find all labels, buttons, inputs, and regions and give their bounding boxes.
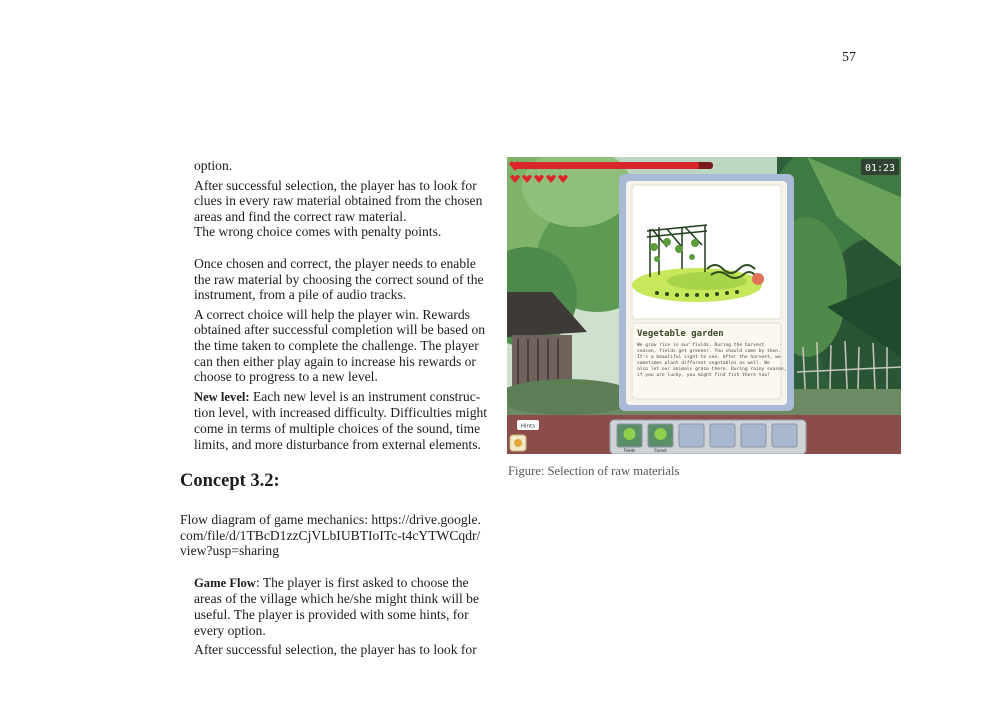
page-number: 57	[842, 50, 856, 65]
text-line: instrument, from a pile of audio tracks.	[194, 287, 407, 303]
paragraph-selection	[194, 178, 492, 240]
text-line: areas of the village which he/she might think will be	[194, 591, 480, 607]
text-line: the raw material by choosing the correct sound of the	[194, 271, 484, 287]
slot-label: Forest	[654, 448, 667, 453]
card-line: We grow rice in our fields. During the harvest	[637, 343, 765, 348]
text-line: : The player is first asked to choose the	[255, 574, 469, 590]
card-line: sometimes plant different vegetables as well. We	[637, 361, 770, 366]
text-line: tion level, with increased difficulty. Difficulties might	[194, 405, 488, 421]
timer-text: 01:23	[864, 163, 896, 174]
slot-item-icon	[655, 428, 667, 440]
card-line: if you are lucky, you might find fish there too!	[637, 373, 770, 378]
health-bar-fill	[513, 162, 699, 169]
slot-label: Fields	[623, 448, 636, 453]
text-line: the time taken to complete the challenge. The player	[194, 337, 479, 353]
text-line: clues in every raw material obtained from the chosen	[194, 193, 483, 209]
inventory-slot[interactable]	[710, 424, 735, 447]
figure-caption: Figure: Selection of raw materials	[508, 464, 680, 478]
slot-item-icon	[624, 428, 636, 440]
paragraph-last-line: After successful selection, the player has to look for	[194, 642, 477, 658]
text-line: Flow diagram of game mechanics: https://drive.google.	[180, 512, 481, 528]
inventory-slot[interactable]	[772, 424, 797, 447]
text-line: limits, and more disturbance from external elements.	[194, 436, 481, 452]
paragraph-game-flow	[194, 575, 492, 638]
card-title: Vegetable garden	[637, 329, 724, 339]
hints-label: Hints	[520, 423, 536, 430]
card-line: It's a beautiful sight to see. After the harvest, we	[637, 355, 781, 360]
text-line: areas and find the correct raw material.	[194, 208, 407, 224]
inventory-slot[interactable]	[741, 424, 766, 447]
paragraph-rewards	[194, 307, 492, 385]
pumpkin	[752, 273, 764, 285]
text-line: The wrong choice comes with penalty points.	[194, 224, 442, 240]
text-line: com/file/d/1TBcD1zzCjVLbIUBTIoITc-t4cYTWCqdr/	[180, 527, 481, 543]
paragraph-flow-diagram	[180, 512, 492, 559]
card-line: also let our animals graze there. During rainy season,	[637, 367, 787, 372]
text-line: choose to progress to a new level.	[194, 369, 378, 385]
text-line: every option.	[194, 622, 266, 638]
game-screenshot-figure	[507, 157, 901, 454]
text-line: can then either play again to increase his rewards or	[194, 353, 476, 369]
text-line: Each new level is an instrument construc-	[249, 388, 481, 404]
inventory-slot[interactable]	[679, 424, 704, 447]
text-line: come in terms of multiple choices of the sound, time	[194, 420, 481, 436]
hint-bulb-icon	[514, 439, 522, 447]
text-line: A correct choice will help the player win. Rewards	[194, 306, 470, 322]
paragraph-new-level	[194, 389, 492, 452]
text-line: useful. The player is provided with some hints, for	[194, 607, 469, 623]
section-heading: Concept 3.2:	[180, 471, 280, 492]
text-line: After successful selection, the player has to look for	[194, 177, 477, 193]
text-line: obtained after successful completion will be based on	[194, 322, 486, 338]
new-level-label: New level:	[194, 389, 250, 404]
paragraph-enable-material	[194, 256, 492, 303]
text-line: Once chosen and correct, the player needs to enable	[194, 255, 476, 271]
body-text-column	[180, 158, 492, 662]
game-scene	[507, 157, 901, 454]
game-flow-label: Game Flow	[194, 575, 256, 590]
text-line: view?usp=sharing	[180, 543, 280, 559]
card-line: season, fields get greener. You should come by then.	[637, 349, 781, 354]
paragraph-option: option.	[194, 158, 233, 173]
